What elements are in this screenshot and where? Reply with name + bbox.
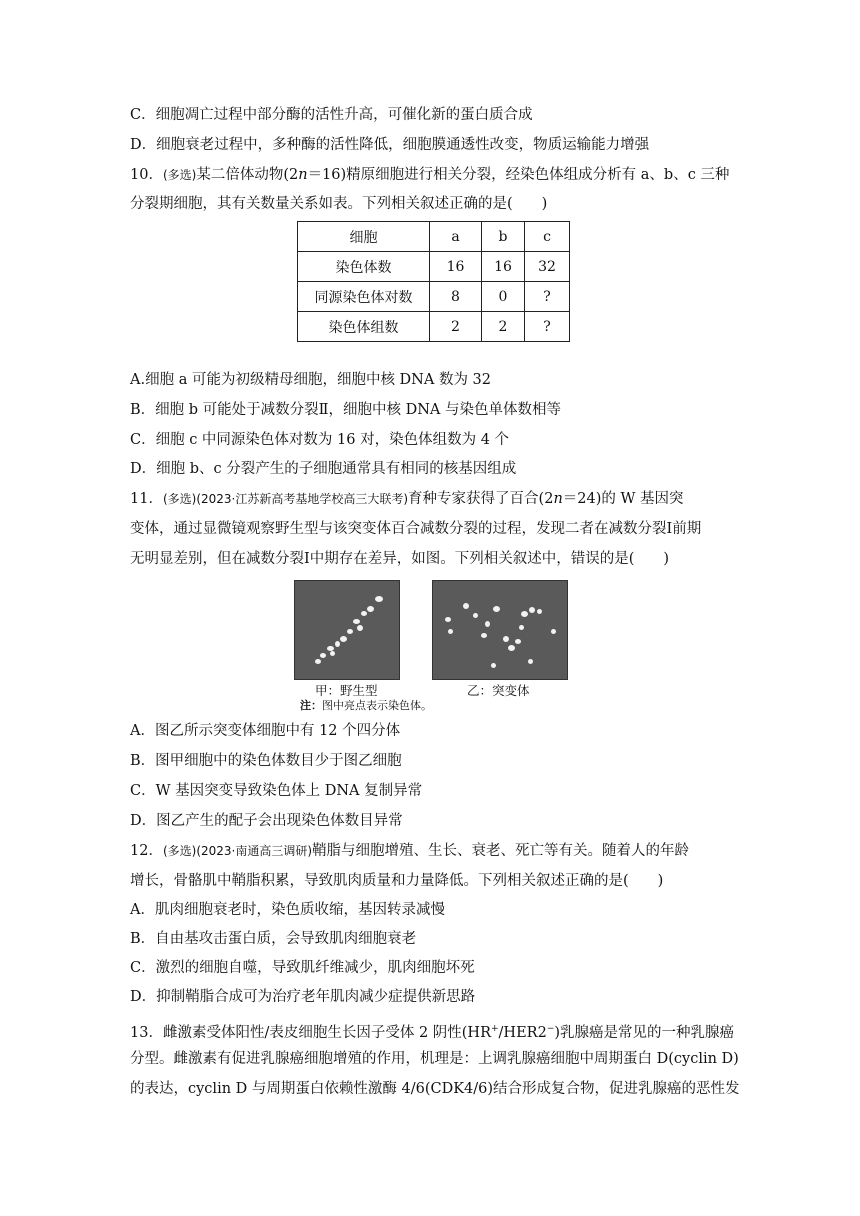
chromosome-dot — [367, 606, 374, 612]
superscript: + — [491, 1024, 499, 1034]
question-text: ＝16)精原细胞进行相关分裂，经染色体组成分析有 a、b、c 三种 — [307, 167, 730, 183]
option-b-q11: B．图甲细胞中的染色体数目少于图乙细胞 — [130, 753, 402, 769]
chromosome-dot — [491, 663, 496, 668]
table-cell: 同源染色体对数 — [298, 282, 430, 312]
chromosome-dot — [335, 641, 340, 647]
option-d-q12: D．抑制鞘脂合成可为治疗老年肌肉减少症提供新思路 — [130, 989, 476, 1005]
italic-n: n — [298, 167, 308, 183]
table-cell: 2 — [430, 312, 482, 342]
chromosome-dot — [340, 636, 347, 642]
option-c-q9: C．细胞凋亡过程中部分酶的活性升高，可催化新的蛋白质合成 — [130, 107, 533, 123]
data-table — [297, 221, 570, 342]
question-number: 11． — [130, 491, 163, 507]
chromosome-dot — [529, 607, 535, 613]
question-11-line1 — [130, 489, 684, 509]
chromosome-dot — [537, 609, 542, 614]
option-a-q11: A．图乙所示突变体细胞中有 12 个四分体 — [130, 723, 401, 739]
question-tag: (多选) — [162, 168, 197, 182]
chromosome-dot — [503, 636, 509, 642]
option-d-q10: D．细胞 b、c 分裂产生的子细胞通常具有相同的核基因组成 — [130, 461, 517, 477]
chromosome-dot — [330, 651, 335, 656]
chromosome-dot — [493, 606, 500, 612]
table-row — [298, 252, 570, 282]
chromosome-dot — [375, 596, 383, 602]
option-d-q9: D．细胞衰老过程中，多种酶的活性降低，细胞膜通透性改变，物质运输能力增强 — [130, 137, 650, 153]
table-cell: 染色体数 — [298, 252, 430, 282]
question-13-line1 — [130, 1019, 734, 1043]
question-10-line2: 分裂期细胞，其有关数量关系如表。下列相关叙述正确的是( ) — [130, 196, 548, 212]
note-label: 注： — [300, 699, 322, 712]
wild-type-micrograph — [294, 580, 400, 680]
question-12-line2: 增长，骨骼肌中鞘脂积累，导致肌肉质量和力量降低。下列相关叙述正确的是( ) — [130, 873, 664, 889]
chromosome-dot — [481, 633, 487, 638]
option-a-q10: A.细胞 a 可能为初级精母细胞，细胞中核 DNA 数为 32 — [130, 372, 492, 388]
chromosome-dot — [463, 603, 469, 609]
chromosome-dot — [519, 625, 524, 630]
chromosome-dot — [521, 611, 528, 617]
table-cell: 32 — [525, 252, 570, 282]
table-cell: ? — [525, 282, 570, 312]
question-text: )乳腺癌是常见的一种乳腺癌 — [554, 1024, 735, 1041]
chromosome-dot — [445, 617, 451, 622]
option-c-q11: C．W 基因突变导致染色体上 DNA 复制异常 — [130, 783, 423, 799]
note-text: 图中亮点表示染色体。 — [322, 699, 432, 712]
table-cell: ? — [525, 312, 570, 342]
chromosome-dot — [485, 621, 490, 627]
superscript: − — [546, 1024, 555, 1034]
table-cell: 染色体组数 — [298, 312, 430, 342]
chromosome-dot — [515, 639, 521, 644]
table-row — [298, 282, 570, 312]
table-cell: 16 — [482, 252, 525, 282]
mutant-micrograph — [432, 580, 568, 680]
table-header-cell: b — [482, 222, 525, 252]
table-row — [298, 312, 570, 342]
chromosome-dot — [448, 629, 453, 634]
question-11-line2: 变体，通过显微镜观察野生型与该突变体百合减数分裂的过程，发现二者在减数分裂Ⅰ前期 — [130, 521, 702, 537]
option-d-q11: D．图乙产生的配子会出现染色体数目异常 — [130, 813, 403, 829]
chromosome-dot — [353, 619, 360, 624]
question-11-line3: 无明显差别，但在减数分裂Ⅰ中期存在差异，如图。下列相关叙述中，错误的是( ) — [130, 551, 670, 567]
chromosome-dot — [320, 653, 326, 658]
question-text: /HER2 — [498, 1024, 547, 1041]
question-text: 13．雌激素受体阳性/表皮细胞生长因子受体 2 阴性(HR — [130, 1024, 491, 1041]
chromosome-dot — [528, 659, 533, 664]
table-header-row — [298, 222, 570, 252]
option-c-q10: C．细胞 c 中同源染色体对数为 16 对，染色体组数为 4 个 — [130, 432, 510, 448]
table-header-cell: c — [525, 222, 570, 252]
caption-mutant: 乙：突变体 — [467, 683, 530, 698]
question-text: 育种专家获得了百合(2 — [408, 491, 554, 507]
table-header-cell: a — [430, 222, 482, 252]
question-tag: (多选)(2023·南通高三调研) — [162, 844, 313, 858]
table-header-cell: 细胞 — [298, 222, 430, 252]
table-cell: 16 — [430, 252, 482, 282]
question-10-line1 — [130, 165, 729, 185]
question-tag: (多选)(2023·江苏新高考基地学校高三大联考) — [162, 492, 409, 506]
chromosome-dot — [315, 659, 321, 664]
chromosome-dot — [473, 613, 478, 618]
question-text: 鞘脂与细胞增殖、生长、衰老、死亡等有关。随着人的年龄 — [312, 843, 690, 859]
option-b-q10: B．细胞 b 可能处于减数分裂Ⅱ，细胞中核 DNA 与染色单体数相等 — [130, 402, 562, 418]
table-cell: 2 — [482, 312, 525, 342]
caption-wild-type: 甲：野生型 — [315, 683, 378, 698]
question-13-line3: 的表达，cyclin D 与周期蛋白依赖性激酶 4/6(CDK4/6)结合形成复合物，促进乳腺癌的恶性发 — [130, 1081, 740, 1097]
chromosome-dot — [347, 629, 353, 634]
option-a-q12: A．肌肉细胞衰老时，染色质收缩，基因转录减慢 — [130, 902, 445, 918]
chromosome-dot — [357, 625, 363, 631]
table-cell: 8 — [430, 282, 482, 312]
chromosome-dot — [508, 645, 515, 651]
question-13-line2: 分型。雌激素有促进乳腺癌细胞增殖的作用，机理是：上调乳腺癌细胞中周期蛋白 D(cyclin D) — [130, 1051, 739, 1067]
question-number: 10． — [130, 167, 163, 183]
table-cell: 0 — [482, 282, 525, 312]
question-number: 12． — [130, 843, 163, 859]
option-c-q12: C．激烈的细胞自噬，导致肌纤维减少，肌肉细胞坏死 — [130, 960, 475, 976]
figure-note — [300, 697, 432, 713]
italic-n: n — [553, 491, 563, 507]
question-text: 某二倍体动物(2 — [196, 167, 299, 183]
option-b-q12: B．自由基攻击蛋白质，会导致肌肉细胞衰老 — [130, 931, 417, 947]
question-12-line1 — [130, 841, 689, 861]
chromosome-dot — [361, 611, 367, 616]
question-text: ＝24)的 W 基因突 — [562, 491, 684, 507]
chromosome-dot — [551, 629, 556, 634]
